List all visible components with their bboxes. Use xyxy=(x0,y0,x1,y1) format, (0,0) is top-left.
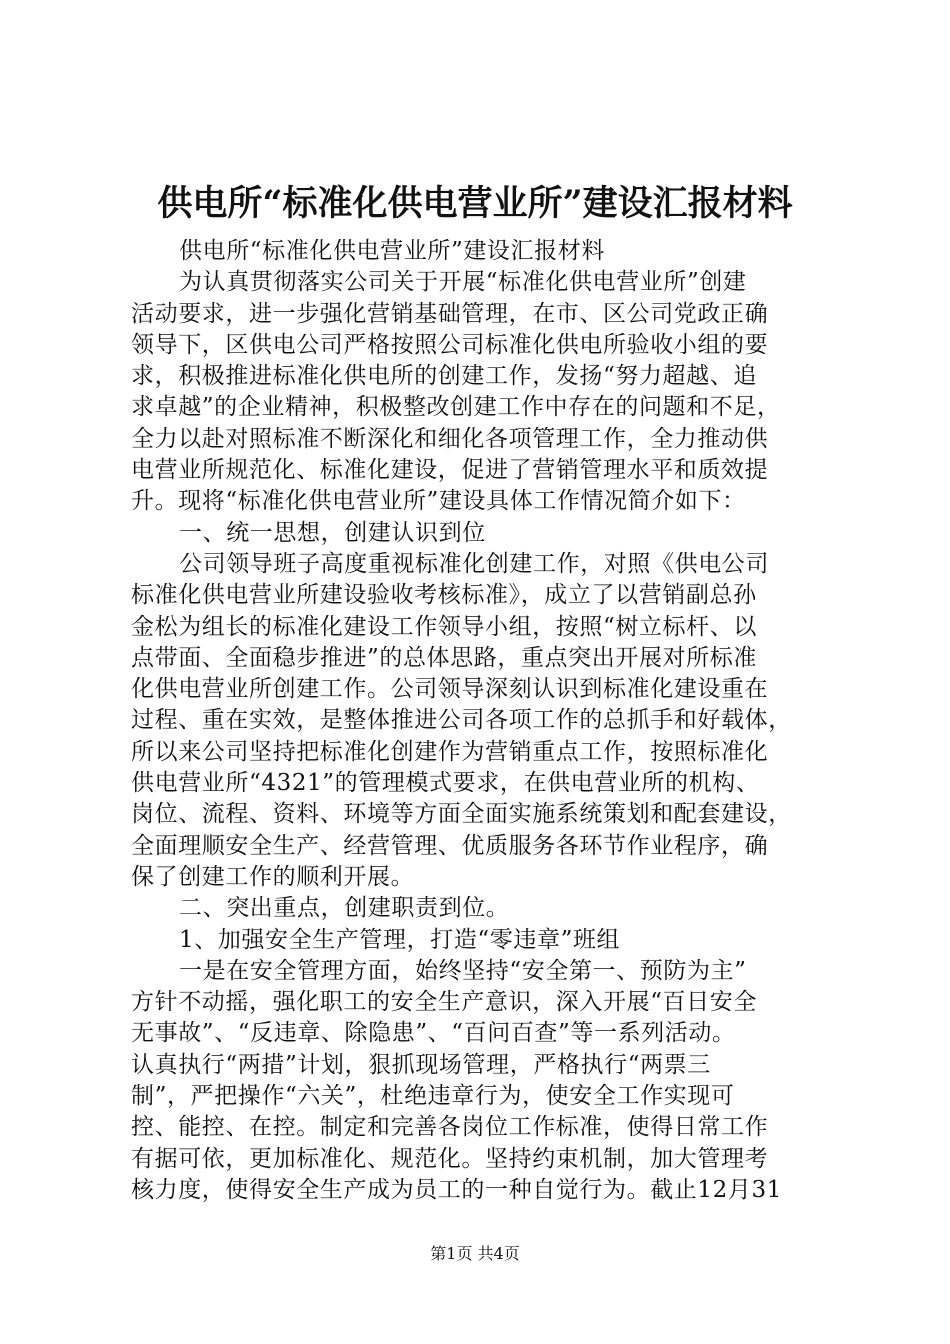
body-line: 二、突出重点，创建职责到位。 xyxy=(179,895,510,922)
body-line: 化供电营业所创建工作。公司领导深刻认识到标准化建设重在 xyxy=(131,676,769,703)
body-line: 为认真贯彻落实公司关于开展“标准化供电营业所”创建 xyxy=(179,269,747,296)
page-footer: 第1页 共4页 xyxy=(430,1244,520,1263)
body-line: 有据可依，更加标准化、规范化。坚持约束机制，加大管理考 xyxy=(131,1145,769,1172)
body-line: 求，积极推进标准化供电所的创建工作，发扬“努力超越、追 xyxy=(131,363,757,390)
body-line: 点带面、全面稳步推进”的总体思路，重点突出开展对所标准 xyxy=(131,644,757,671)
body-line: 无事故”、“反违章、除隐患”、“百问百查”等一系列活动。 xyxy=(131,1020,736,1047)
body-line: 活动要求，进一步强化营销基础管理，在市、区公司党政正确 xyxy=(131,300,769,327)
body-line: 核力度，使得安全生产成为员工的一种自觉行为。截止12月31 xyxy=(131,1176,782,1203)
document-title: 供电所“标准化供电营业所”建设汇报材料 xyxy=(157,183,793,224)
body-line: 过程、重在实效，是整体推进公司各项工作的总抓手和好载体， xyxy=(131,707,792,734)
body-line: 方针不动摇，强化职工的安全生产意识，深入开展“百日安全 xyxy=(131,989,757,1016)
body-line: 岗位、流程、资料、环境等方面全面实施系统策划和配套建设， xyxy=(131,801,792,828)
body-line: 供电营业所“4321”的管理模式要求，在供电营业所的机构、 xyxy=(131,770,760,797)
body-line: 制”，严把操作“六关”，杜绝违章行为，使安全工作实现可 xyxy=(131,1083,735,1110)
body-line: 公司领导班子高度重视标准化创建工作，对照《供电公司 xyxy=(179,550,769,577)
body-line: 电营业所规范化、标准化建设，促进了营销管理水平和质效提 xyxy=(131,457,769,484)
body-line: 一、统一思想，创建认识到位 xyxy=(179,519,486,546)
body-line: 求卓越”的企业精神，积极整改创建工作中存在的问题和不足， xyxy=(131,394,781,421)
body-line: 标准化供电营业所建设验收考核标准》，成立了以营销副总孙 xyxy=(131,582,757,609)
body-line: 供电所“标准化供电营业所”建设汇报材料 xyxy=(179,238,605,264)
body-line: 保了创建工作的顺利开展。 xyxy=(131,863,415,890)
document-body xyxy=(131,236,851,1206)
body-line: 1、加强安全生产管理，打造“零违章”班组 xyxy=(179,926,621,953)
body-line: 所以来公司坚持把标准化创建作为营销重点工作，按照标准化 xyxy=(131,738,769,765)
body-line: 全面理顺安全生产、经营管理、优质服务各环节作业程序，确 xyxy=(131,832,769,859)
body-line: 一是在安全管理方面，始终坚持“安全第一、预防为主” xyxy=(179,957,747,984)
body-line: 全力以赴对照标准不断深化和细化各项管理工作，全力推动供 xyxy=(131,425,769,452)
body-line: 控、能控、在控。制定和完善各岗位工作标准，使得日常工作 xyxy=(131,1114,769,1141)
body-line: 认真执行“两措”计划，狠抓现场管理，严格执行“两票三 xyxy=(131,1051,711,1078)
body-line: 领导下，区供电公司严格按照公司标准化供电所验收小组的要 xyxy=(131,331,769,358)
body-line: 金松为组长的标准化建设工作领导小组，按照“树立标杆、以 xyxy=(131,613,757,640)
body-line: 升。现将“标准化供电营业所”建设具体工作情况简介如下： xyxy=(131,488,746,515)
